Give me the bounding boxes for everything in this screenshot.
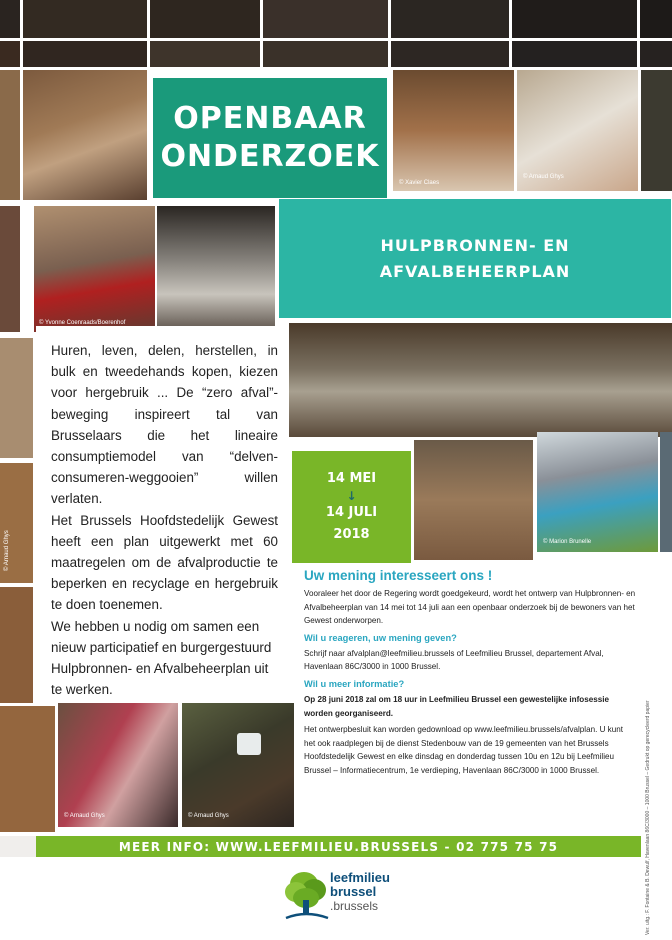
photo-tile <box>391 0 509 38</box>
mother-child-photo <box>537 432 658 552</box>
photo-tile <box>23 0 147 38</box>
logo-line1: leefmilieu <box>330 870 390 885</box>
photo-credit: © Arnaud Ghys <box>4 530 10 571</box>
react-heading: Wil u reageren, uw mening geven? <box>304 632 457 643</box>
subtitle-box <box>279 199 671 318</box>
hangers-photo <box>23 70 147 200</box>
intro-paragraph: Het Brussels Hoofdstedelijk Gewest heeft een plan uitgewerkt met 60 maatregelen om de afvalproductie te beperken en recyclage en hergebruik te doen toenemen. <box>51 512 278 613</box>
photo-tile <box>0 70 20 200</box>
photo-credit: © Xavier Claes <box>399 180 440 186</box>
compost-photo <box>182 703 302 827</box>
glass-jars-photo <box>157 206 275 332</box>
info-heading: Uw mening interesseert ons ! <box>304 568 493 583</box>
compost-bucket <box>237 733 261 755</box>
granola-photo <box>0 463 33 583</box>
photo-tile <box>263 0 388 38</box>
photo-tile <box>150 41 260 67</box>
photo-tile <box>641 70 672 191</box>
photo-tile <box>391 41 509 67</box>
publisher-credit: Ver. uitg.: F. Fontaine & B. Dewulf, Havenlaan 86C/3000 – 1000 Brussel – Gedrukt op gerecycleerd papier <box>645 700 651 935</box>
photo-tile <box>0 0 20 38</box>
photo-tile <box>414 440 533 560</box>
more-info-link[interactable]: MEER INFO: WWW.LEEFMILIEU.BRUSSELS - 02 775 75 75 <box>118 839 559 854</box>
bulk-dispenser-photo <box>393 70 514 191</box>
repair-cafe-photo <box>34 206 155 332</box>
photo-tile <box>0 338 33 458</box>
intro-paragraph: We hebben u nodig om samen een nieuw participatief en burgergestuurd Hulpbronnen- en Afvalbeheerplan uit te werken. <box>51 618 272 698</box>
title-box <box>153 78 387 198</box>
react-text: Schrijf naar afvalplan@leefmilieu.brussels of Leefmilieu Brussel, departement Afval, Havenlaan 86C/3000 in 1000 Brussel. <box>304 648 604 672</box>
photo-tile <box>0 206 20 332</box>
photo-tile <box>640 41 672 67</box>
photo-tile <box>512 41 637 67</box>
photo-tile <box>263 41 388 67</box>
photo-credit: © Yvonne Coenraads/Boerenhof <box>39 320 126 326</box>
page-title-line2: ONDERZOEK <box>160 139 380 174</box>
more-info-bar[interactable] <box>36 836 641 857</box>
logo-wordmark <box>330 871 390 913</box>
session-text: Op 28 juni 2018 zal om 18 uur in Leefmilieu Brussel een gewestelijke infosessie worden georganiseerd. <box>304 694 609 718</box>
year: 2018 <box>333 527 370 542</box>
logo-line3: .brussels <box>330 899 379 913</box>
download-text: Het ontwerpbesluit kan worden gedownload op www.leefmilieu.brussels/afvalplan. U kunt het ook raadplegen bij de dienst Stedenbouw van de 19 gemeenten van het Brussels Hoofdstedelijk Gewest en elke dinsdag en donderdag tussen 10u en 12u bij Leefmilieu Brussel – Informatiecentrum, 1e verdieping, Havenlaan 86C/3000 in 1000 Brussel. <box>304 725 623 775</box>
page-title-line1: OPENBAAR <box>173 101 367 136</box>
photo-tile <box>640 0 672 38</box>
photo-credit: © Arnaud Ghys <box>188 813 229 819</box>
intro-text-block <box>36 326 286 698</box>
photo-tile <box>660 432 672 552</box>
end-date: 14 JULI <box>325 505 378 520</box>
tree-icon <box>282 866 332 924</box>
info-panel <box>294 563 644 831</box>
photo-credit: © Arnaud Ghys <box>523 174 564 180</box>
subtitle-line2: AFVALBEHEERPLAN <box>379 261 571 281</box>
logo-line2: brussel <box>330 884 377 899</box>
more-info-heading: Wil u meer informatie? <box>304 678 405 689</box>
photo-credit: © Arnaud Ghys <box>64 813 105 819</box>
repair-kit-photo <box>517 70 638 191</box>
photo-tile <box>23 41 147 67</box>
jar-clip-photo <box>289 323 672 437</box>
photo-tile <box>0 587 33 703</box>
info-lead: Vooraleer het door de Regering wordt goedgekeurd, wordt het ontwerp van Hulpbronnen- en Afvalbeheerplan van 14 mei tot 14 juli aan een openbaar onderzoek bij de bewoners van het Gewest onderworpen. <box>304 589 636 626</box>
photo-tile <box>0 706 55 832</box>
date-range-box <box>292 451 411 563</box>
photo-tile <box>512 0 637 38</box>
clothing-rack-photo <box>58 703 178 827</box>
photo-credit: © Marion Brunelle <box>543 539 592 545</box>
start-date: 14 MEI <box>326 471 377 486</box>
subtitle-line1: HULPBRONNEN- EN <box>380 235 570 255</box>
intro-paragraph: Huren, leven, delen, herstellen, in bulk en tweedehands kopen, kiezen voor hergebruik ... De “zero afval”-beweging inspireert tal van Brusselaars die het lineaire consumptiemodel van “delven-consumeren-weggooien” willen verlaten. <box>51 343 278 507</box>
arrow-down-icon: ↓ <box>346 489 357 503</box>
photo-tile <box>150 0 260 38</box>
photo-tile <box>0 41 20 67</box>
